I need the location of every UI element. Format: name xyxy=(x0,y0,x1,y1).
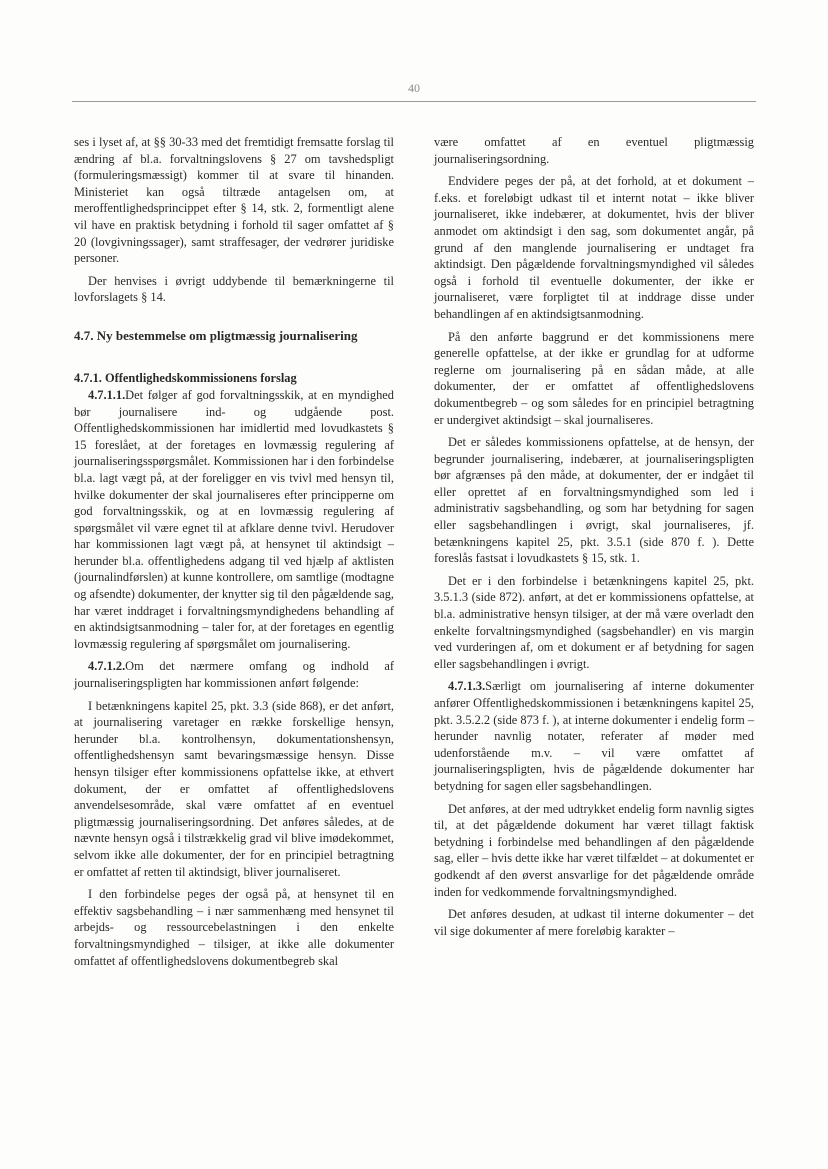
paragraph: I den forbindelse peges der også på, at hensynet til en effektiv sagsbehandling – i nær sammenhæng med hensynet til arbejds- og ressourcebelastningen i den enkelte forvaltningsmyndighed – tilsiger, at ikke alle dokumenter omfattet af offentlighedslovens dokumentbegreb skal xyxy=(74,887,394,968)
paragraph: I betænkningens kapitel 25, pkt. 3.3 (side 868), er det anført, at journalisering varetager en række forskellige hensyn, herunder bl.a. kontrolhensyn, dokumentationshensyn, offentlighedshensyn samt bevaringsmæssige hensyn. Disse hensyn tilsiger efter kommissionens opfattelse ikke, at ethvert dokument, der er omfattet af offentlighedslovens anvendelsesområde, skal være omfattet af en eventuel pligtmæssig journaliseringsordning. Det anføres således, at de nævnte hensyn også i tilstrækkelig grad vil blive imødekommet, selvom ikke alle dokumenter, der for en principiel betragtning er omfattet af retten til aktindsigt, bliver journaliseret. xyxy=(74,698,394,879)
page-number: 40 xyxy=(408,81,420,95)
paragraph: Der henvises i øvrigt uddybende til bemærkningerne til lovforslagets § 14. xyxy=(74,273,394,305)
paragraph-text: Særligt om journalisering af interne dokumenter anfører Offentlighedskommissionen i betænkningens kapitel 25, pkt. 3.5.2.2 (side 873 f. ), at interne dokumenter i endelig form – herunder navnlig notater, referater af møder med udenforstående m.v. – vil være omfattet af journaliseringspligten, hvis de pågældende dokumenter har betydning for sagen eller sagsbehandlingen. xyxy=(434,679,755,793)
paragraph: Det er således kommissionens opfattelse, at de hensyn, der begrunder journalisering, indebærer, at journaliseringspligten bør afgrænses på den måde, at dokumenter, der er indgået til eller oprettet af en forvaltningsmyndighed som led i administrativ sagsbehandling, og som har betydning for sagen eller sagsbehandlingen i øvrigt, skal journaliseres, jf. betænkningens kapitel 25, pkt. 3.5.1 (side 870 f. ). Dette foreslås fastsat i lovudkastets § 15, stk. 1. xyxy=(434,435,754,566)
paragraph: Det anføres, at der med udtrykket endelig form navnlig sigtes til, at det pågældende dokument har været tillagt faktisk betydning i forbindelse med behandlingen af den pågældende sag, eller – hvis dette ikke har været tilfældet – at dokumentet er godkendt af den øverst ansvarlige for det pågældende område inden for vedkommende forvaltningsmyndighed. xyxy=(434,801,754,899)
section-heading: 4.7. Ny bestemmelse om pligtmæssig journalisering xyxy=(74,327,358,343)
paragraph: ses i lyset af, at §§ 30-33 med det fremtidigt fremsatte forslag til ændring af bl.a. forvaltningslovens § 27 om tavshedspligt (formuleringsmæssigt) kommer til at svare til hinanden. Ministeriet kan også tiltræde antagelsen om, at meroffentlighedsprincippet efter § 14, stk. 2, formentligt alene vil have en praktisk betydning i forhold til sager omfattet af § 20 (lovgivningssager), samt straffesager, der vedrører juridiske personer. xyxy=(74,135,394,266)
paragraph-number: 4.7.1.1. xyxy=(88,387,126,402)
paragraph: På den anførte baggrund er det kommissionens mere generelle opfattelse, at der ikke er grundlag for at udforme reglerne om journalisering på en sådan måde, at alle dokumenter, der er omfattet af offentlighedslovens dokumentbegreb – og som således for en principiel betragtning er undergivet aktindsigt – skal journaliseres. xyxy=(434,329,754,427)
paragraph xyxy=(74,658,394,691)
left-column xyxy=(74,134,394,975)
paragraph: Det er i den forbindelse i betænkningens kapitel 25, pkt. 3.5.1.3 (side 872). anført, at det er kommissionens opfattelse, at bl.a. administrative hensyn tilsiger, at der må være overladt den enkelte forvaltningsmyndighed (sagsbehandler) en vis margin ved vurderingen af, om et dokument er af betydning for sagen eller sagsbehandlingen i øvrigt. xyxy=(434,573,754,671)
header-rule xyxy=(72,101,756,102)
paragraph-text: Om det nærmere omfang og indhold af journaliseringspligten har kommissionen anført følgende: xyxy=(74,659,394,691)
right-column xyxy=(434,134,754,945)
paragraph xyxy=(74,387,394,653)
paragraph: Endvidere peges der på, at det forhold, at et dokument – f.eks. et foreløbigt udkast til et internt notat – ikke bliver journaliseret, ikke indebærer, at dokumentet, hvis der bliver anmodet om aktindsigt i den sag, som dokumentet angår, på grund af den manglende journalisering er undtaget fra aktindsigt. Den pågældende forvaltningsmyndighed vil således også i forhold til eventuelle dokumenter, der ikke er journaliseret, være forpligtet til at inddrage disse under behandlingen af en aktindsigtsanmodning. xyxy=(434,174,754,321)
paragraph-number: 4.7.1.3. xyxy=(448,679,486,694)
paragraph-number: 4.7.1.2. xyxy=(88,659,126,674)
paragraph: Det anføres desuden, at udkast til interne dokumenter – det vil sige dokumenter af mere foreløbig karakter – xyxy=(434,907,754,938)
paragraph-text: Det følger af god forvaltningsskik, at en myndighed bør journalisere ind- og udgående post. Offentlighedskommissionen har imidlertid med lovudkastets § 15 foreslået, at der foretages en lovmæssig regulering af journaliseringsspørgsmålet. Kommissionen har i den forbindelse bl.a. lagt vægt på, at der foreligger en vis tvivl med hensyn til, hvilke dokumenter der skal journaliseres efter principperne om god forvaltningsskik, og at en lovmæssig regulering af spørgsmålet vil være egnet til at afklare denne tvivl. Herudover har kommissionen lagt vægt på, at hensynet til aktindsigt – herunder bl.a. offentlighedens adgang til ved hjælp af aktlisten (journalindførslen) at kunne kontrollere, om samtlige (modtagne og afsendte) dokumenter, der knytter sig til den pågældende sag, har været inddraget i forvaltningsmyndighedens behandling af en aktindsigtsanmodning – taler for, at der foretages en egentlig lovmæssig regulering af spørgsmålet om journalisering. xyxy=(74,387,394,651)
paragraph xyxy=(434,678,754,794)
paragraph: være omfattet af en eventuel pligtmæssig journaliseringsordning. xyxy=(434,135,754,166)
subsection-heading: 4.7.1. Offentlighedskommissionens forslag xyxy=(74,370,297,385)
